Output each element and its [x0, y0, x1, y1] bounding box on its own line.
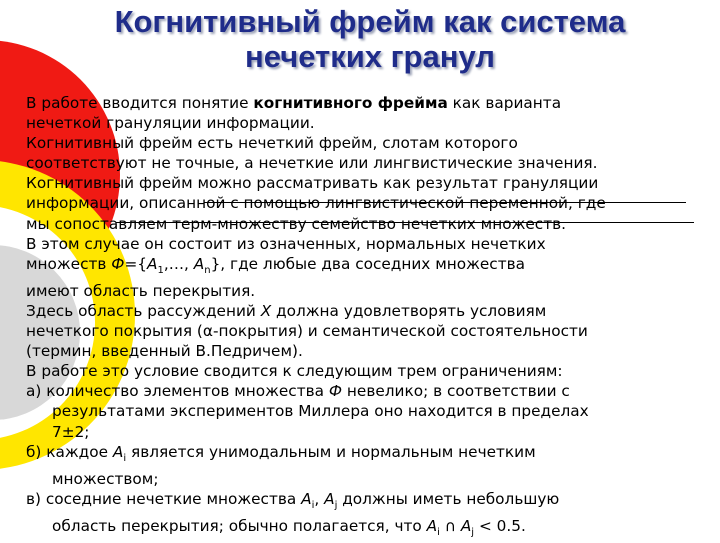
para5-line1: Здесь область рассуждений X должна удовлетворять условиям: [26, 301, 547, 320]
title-line-1: Когнитивный фрейм как система: [114, 4, 626, 39]
para1-line2: нечеткой грануляции информации.: [26, 114, 315, 133]
body-text: [26, 93, 716, 543]
item-a-line2: результатами экспериментов Миллера оно находится в пределах: [52, 402, 589, 421]
item-c-line2: область перекрытия; обычно полагается, что $A_i$ ∩ $A_j < 0.5$.: [52, 517, 526, 539]
para4-line2: множеств $Ф=\{A_1,\dots$, $A_n$}, где любые два соседних множества: [26, 254, 526, 276]
para6-line1: В работе это условие сводится к следующим трем ограничениям:: [26, 362, 563, 381]
alpha-symbol: α: [202, 322, 213, 341]
para4-line1: В этом случае он состоит из означенных, нормальных нечетких: [26, 234, 546, 253]
para3-line1: Когнитивный фрейм можно рассматривать как результат грануляции: [26, 174, 599, 193]
para2-line1: Когнитивный фрейм есть нечеткий фрейм, слотам которого: [26, 134, 518, 153]
para3-line3: мы сопоставляем терм-множеству семейство нечетких множеств.: [26, 214, 566, 233]
slide-title: [40, 4, 700, 74]
item-a-line1: а) количество элементов множества Ф невелико; в соответствии с: [26, 382, 570, 401]
title-line-2: нечетких гранул: [245, 39, 495, 74]
item-a-line3: 7±2;: [52, 422, 90, 441]
term-cognitive-frame: когнитивного фрейма: [253, 94, 448, 112]
para4-line3: имеют область перекрытия.: [26, 281, 256, 300]
item-b-line2: множеством;: [52, 469, 159, 488]
para2-line2: соответствуют не точные, а нечеткие или лингвистические значения.: [26, 154, 598, 173]
para5-line3: (термин, введенный В.Педричем).: [26, 342, 303, 361]
para3-line2: информации, описанной с помощью лингвистической переменной, где: [26, 194, 606, 213]
para1-line1: В работе вводится понятие когнитивного фрейма как варианта: [26, 94, 562, 112]
plus-minus-symbol: ±: [61, 422, 75, 441]
intersection-symbol: ∩: [439, 517, 461, 536]
item-b-line1: б) каждое $A_i$ является унимодальным и нормальным нечетким: [26, 442, 536, 464]
para5-line2: нечеткого покрытия (α-покрытия) и семантической состоятельности: [26, 322, 588, 341]
item-c-line1: в) соседние нечеткие множества $A_i$, $A_j$ должны иметь небольшую: [26, 489, 560, 511]
